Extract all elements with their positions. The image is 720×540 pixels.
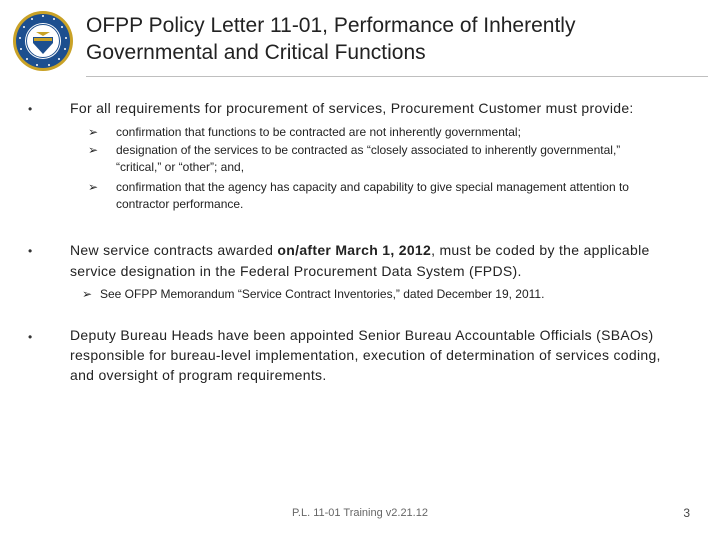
- bullet-2-text-post: , must be coded by the applicable: [431, 242, 650, 258]
- bullet-2-sub: See OFPP Memorandum “Service Contract Inventories,” dated December 19, 2011.: [100, 287, 545, 301]
- arrow-bullet-icon: ➢: [82, 287, 93, 301]
- bullet-dot: •: [28, 244, 33, 258]
- arrow-bullet-icon: ➢: [88, 125, 99, 139]
- bullet-2-line-1: [70, 240, 650, 261]
- bullet-2-line-2: service designation in the Federal Procurement Data System (FPDS).: [70, 263, 522, 279]
- title-divider: [86, 76, 708, 77]
- slide-title: [86, 12, 686, 66]
- bullet-1-sub-2-cont: “critical,” or “other”; and,: [116, 160, 245, 174]
- bullet-dot: •: [28, 330, 33, 344]
- arrow-bullet-icon: ➢: [88, 180, 99, 194]
- slide-title-line-2: Governmental and Critical Functions: [86, 41, 426, 64]
- bullet-1-sub-3-cont: contractor performance.: [116, 197, 244, 211]
- bullet-dot: •: [28, 102, 33, 116]
- bullet-1-sub-1: confirmation that functions to be contracted are not inherently governmental;: [116, 125, 521, 139]
- bullet-1-sub-3: confirmation that the agency has capacity and capability to give special management attention to: [116, 180, 629, 194]
- treasury-seal-logo: [12, 10, 74, 72]
- bullet-2-text-pre: New service contracts awarded: [70, 242, 278, 258]
- slide-title-line-1: OFPP Policy Letter 11-01, Performance of Inherently: [86, 14, 576, 37]
- bullet-3-line-1: Deputy Bureau Heads have been appointed Senior Bureau Accountable Officials (SBAOs): [70, 327, 654, 343]
- bullet-3-line-2: responsible for bureau-level implementation, execution of determination of services coding,: [70, 347, 661, 363]
- arrow-bullet-icon: ➢: [88, 143, 99, 157]
- footer-text: P.L. 11-01 Training v2.21.12: [292, 507, 428, 519]
- bullet-1-sub-2: designation of the services to be contracted as “closely associated to inherently governmental,”: [116, 143, 621, 157]
- bullet-1-text: For all requirements for procurement of services, Procurement Customer must provide:: [70, 100, 634, 116]
- page-number: 3: [683, 506, 690, 520]
- bullet-2-date-highlight: on/after March 1, 2012: [277, 242, 432, 258]
- bullet-3-line-3: and oversight of program requirements.: [70, 367, 327, 383]
